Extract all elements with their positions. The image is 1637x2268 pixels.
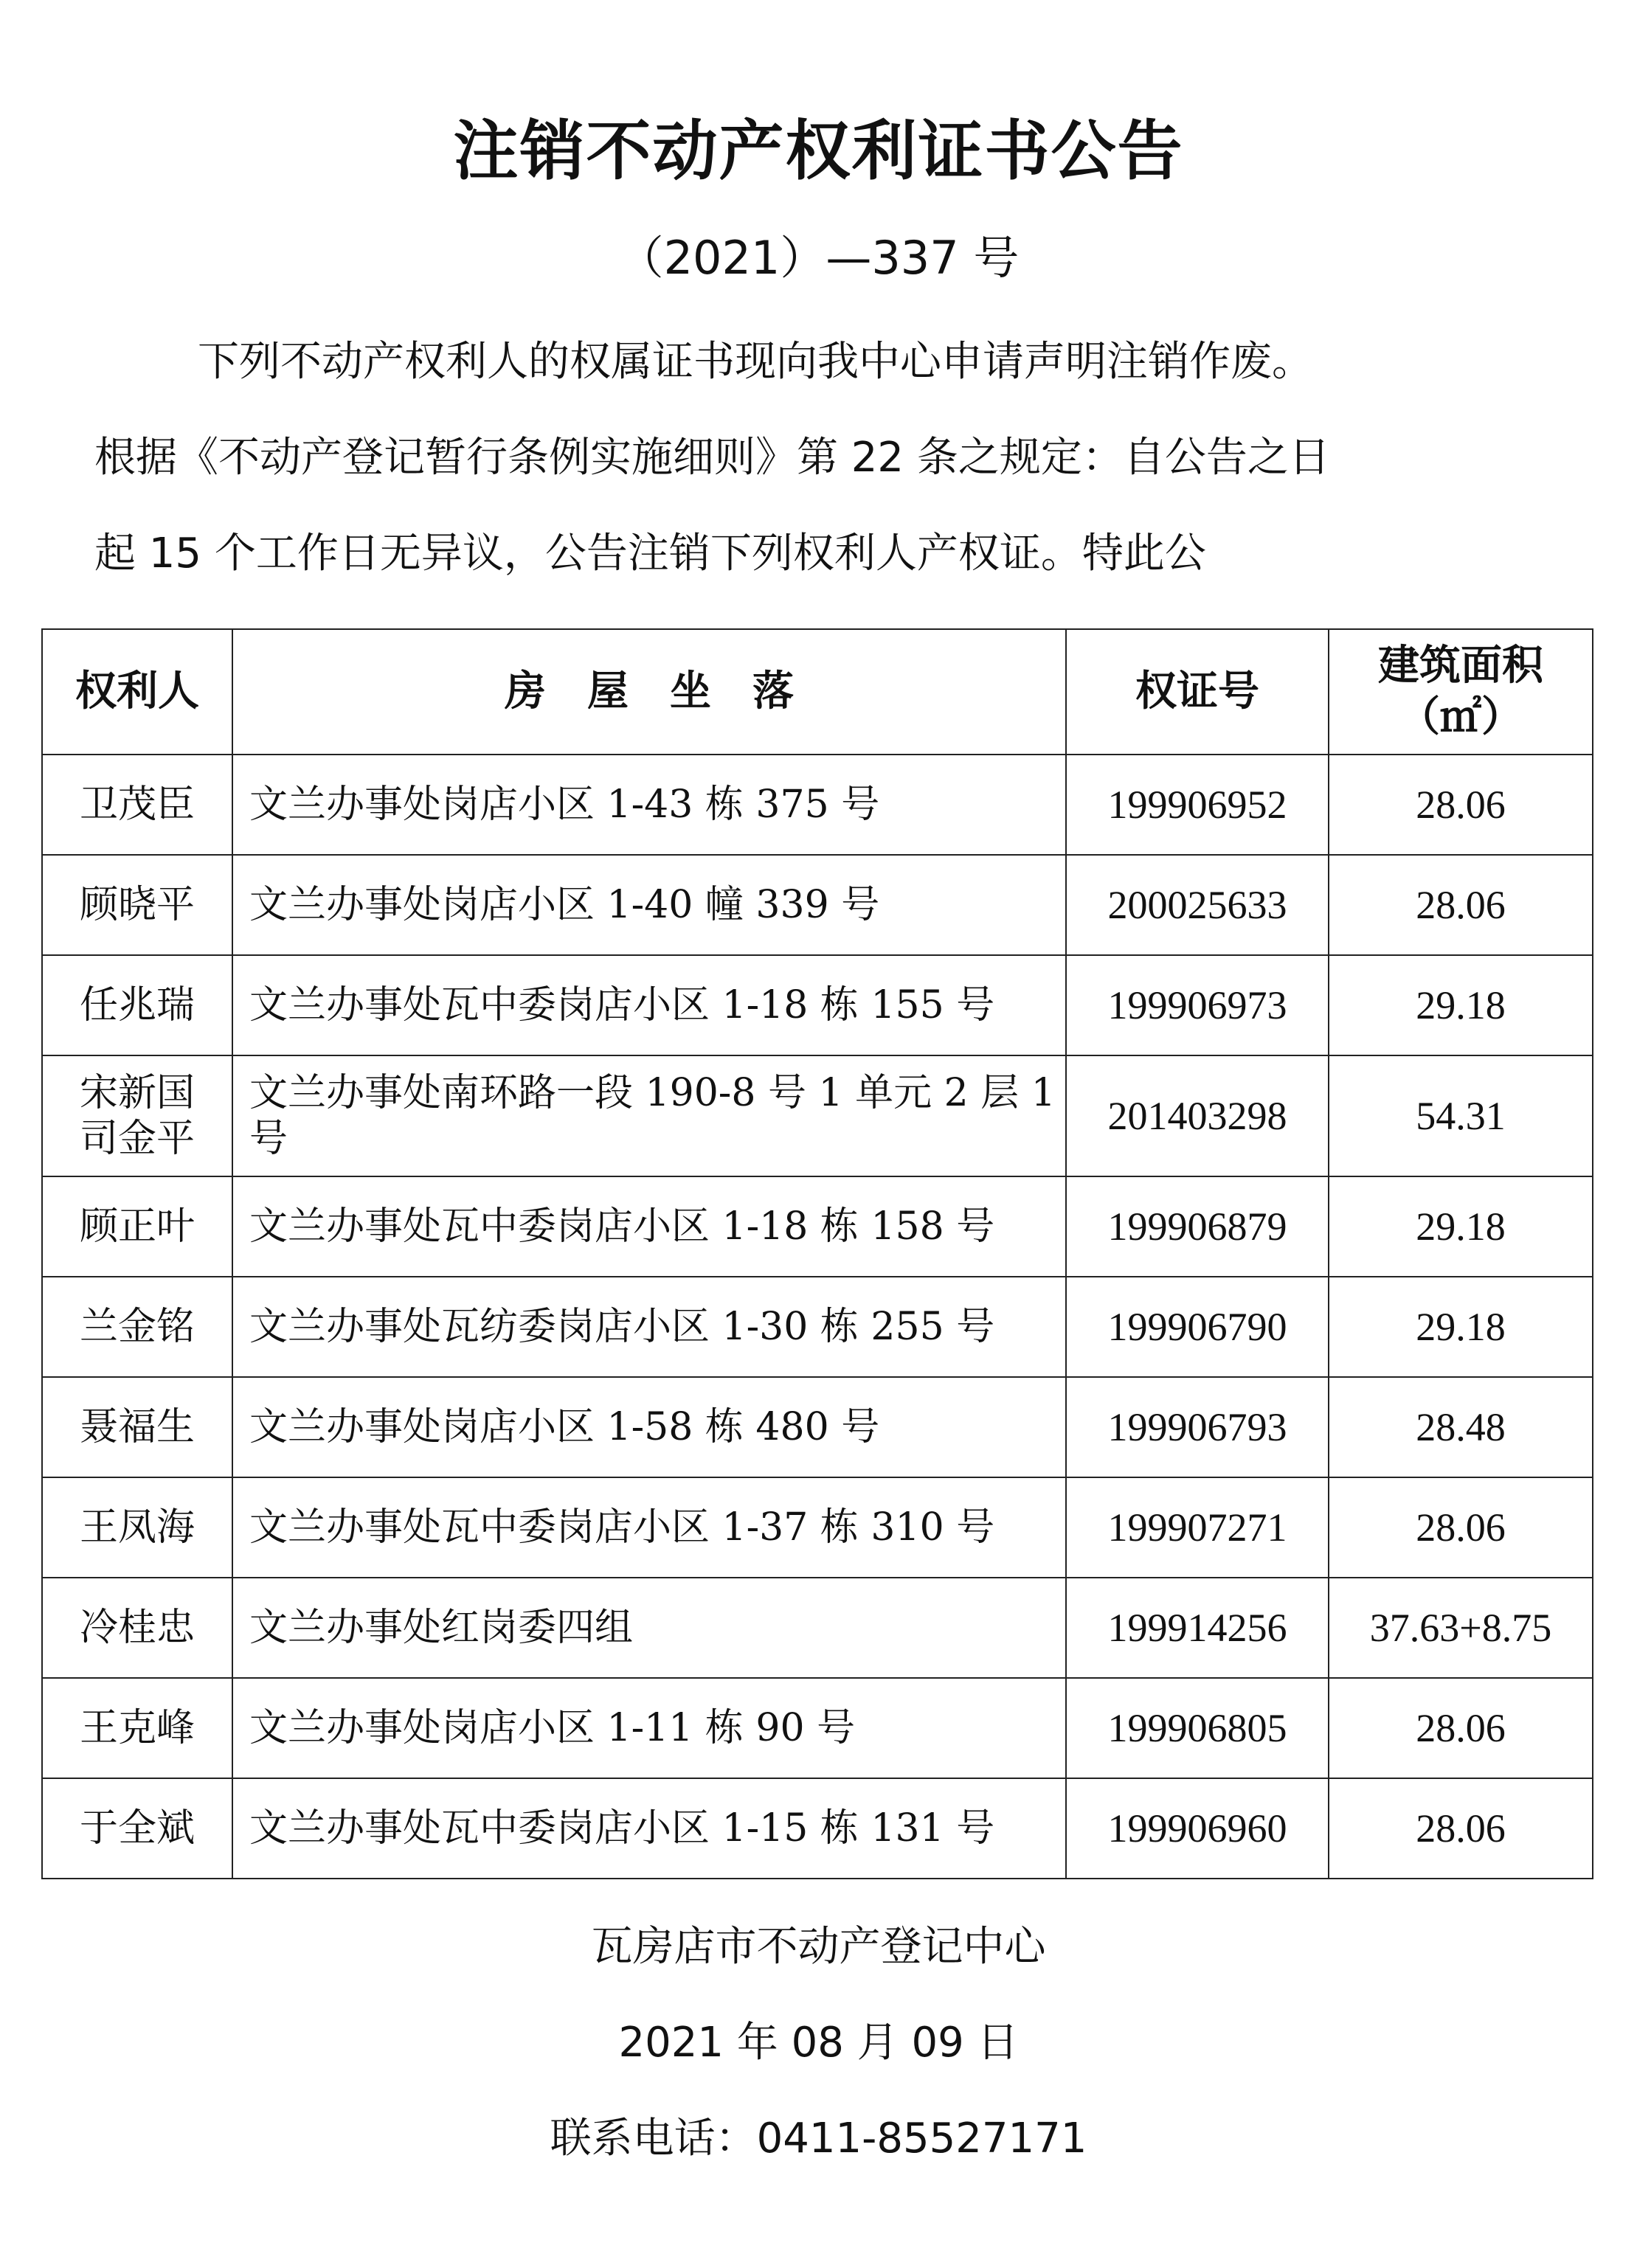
- holder-name: 司金平: [79, 1117, 195, 1161]
- cell-area: 28.06: [1329, 1678, 1593, 1778]
- cell-cert-no: 199907271: [1066, 1477, 1329, 1578]
- table-row: [42, 1377, 1593, 1477]
- cell-address: 文兰办事处瓦中委岗店小区 1-18 栋 158 号: [232, 1176, 1066, 1277]
- table-row: [42, 855, 1593, 955]
- table-row: [42, 955, 1593, 1055]
- cell-area: 28.06: [1329, 1778, 1593, 1879]
- cell-area: 28.06: [1329, 855, 1593, 955]
- header-area-unit: （㎡）: [1399, 693, 1523, 741]
- table-row: [42, 1176, 1593, 1277]
- table-row: [42, 1477, 1593, 1578]
- holder-name: 宋新国: [79, 1071, 195, 1115]
- notice-date: 2021 年 08 月 09 日: [618, 2019, 1019, 2067]
- cell-address: 文兰办事处红岗委四组: [232, 1578, 1066, 1678]
- cell-address: 文兰办事处岗店小区 1-58 栋 480 号: [232, 1377, 1066, 1477]
- header-holder: 权利人: [42, 629, 232, 755]
- cell-area: 28.48: [1329, 1377, 1593, 1477]
- table-row: [42, 1778, 1593, 1879]
- table-row: [42, 1277, 1593, 1377]
- cell-area: 29.18: [1329, 955, 1593, 1055]
- certificates-table: [41, 628, 1593, 1879]
- cell-address: 文兰办事处南环路一段 190-8 号 1 单元 2 层 1 号: [232, 1055, 1066, 1176]
- intro-line: 起 15 个工作日无异议，公告注销下列权利人产权证。特此公: [94, 530, 1206, 578]
- cell-cert-no: 199906973: [1066, 955, 1329, 1055]
- cell-holder: 王克峰: [42, 1678, 232, 1778]
- table-row: [42, 1578, 1593, 1678]
- cell-cert-no: 200025633: [1066, 855, 1329, 955]
- cell-address: 文兰办事处岗店小区 1-40 幢 339 号: [232, 855, 1066, 955]
- cell-holder: 兰金铭: [42, 1277, 232, 1377]
- issuing-organization: 瓦房店市不动产登记中心: [591, 1923, 1046, 1971]
- cell-cert-no: 199906790: [1066, 1277, 1329, 1377]
- notice-title: 注销不动产权利证书公告: [453, 113, 1184, 189]
- table-header-row: [42, 629, 1593, 755]
- table-row: [42, 1678, 1593, 1778]
- cell-area: 37.63+8.75: [1329, 1578, 1593, 1678]
- cell-cert-no: 199906805: [1066, 1678, 1329, 1778]
- cell-cert-no: 199906952: [1066, 755, 1329, 855]
- table-row: [42, 1055, 1593, 1176]
- notice-intro: [94, 322, 1555, 609]
- contact-phone: 联系电话：0411-85527171: [550, 2115, 1087, 2163]
- header-area-label: 建筑面积: [1378, 642, 1543, 690]
- cell-holder: 任兆瑞: [42, 955, 232, 1055]
- cell-address: 文兰办事处瓦中委岗店小区 1-37 栋 310 号: [232, 1477, 1066, 1578]
- table-row: [42, 755, 1593, 855]
- cell-address: 文兰办事处瓦纺委岗店小区 1-30 栋 255 号: [232, 1277, 1066, 1377]
- cell-address: 文兰办事处岗店小区 1-43 栋 375 号: [232, 755, 1066, 855]
- cell-cert-no: 199906960: [1066, 1778, 1329, 1879]
- cell-holder: 卫茂臣: [42, 755, 232, 855]
- cell-address: 文兰办事处岗店小区 1-11 栋 90 号: [232, 1678, 1066, 1778]
- cell-holder: 于全斌: [42, 1778, 232, 1879]
- cell-cert-no: 201403298: [1066, 1055, 1329, 1176]
- intro-line: 根据《不动产登记暂行条例实施细则》第 22 条之规定：自公告之日: [94, 434, 1330, 482]
- cell-holder: 顾晓平: [42, 855, 232, 955]
- cell-address: 文兰办事处瓦中委岗店小区 1-15 栋 131 号: [232, 1778, 1066, 1879]
- cell-holder: 冷桂忠: [42, 1578, 232, 1678]
- cell-area: 54.31: [1329, 1055, 1593, 1176]
- cell-cert-no: 199906879: [1066, 1176, 1329, 1277]
- header-address: 房 屋 坐 落: [232, 629, 1066, 755]
- cell-holder: 顾正叶: [42, 1176, 232, 1277]
- cell-cert-no: 199914256: [1066, 1578, 1329, 1678]
- header-cert-no: 权证号: [1066, 629, 1329, 755]
- header-area: [1329, 629, 1593, 755]
- cell-area: 29.18: [1329, 1277, 1593, 1377]
- cell-area: 28.06: [1329, 755, 1593, 855]
- cell-cert-no: 199906793: [1066, 1377, 1329, 1477]
- cell-address: 文兰办事处瓦中委岗店小区 1-18 栋 155 号: [232, 955, 1066, 1055]
- notice-number: （2021）—337 号: [617, 231, 1020, 285]
- cell-area: 28.06: [1329, 1477, 1593, 1578]
- cell-holder: 王凤海: [42, 1477, 232, 1578]
- cell-area: 29.18: [1329, 1176, 1593, 1277]
- cell-holder: [42, 1055, 232, 1176]
- cell-holder: 聂福生: [42, 1377, 232, 1477]
- intro-line: 下列不动产权利人的权属证书现向我中心申请声明注销作废。: [198, 338, 1313, 386]
